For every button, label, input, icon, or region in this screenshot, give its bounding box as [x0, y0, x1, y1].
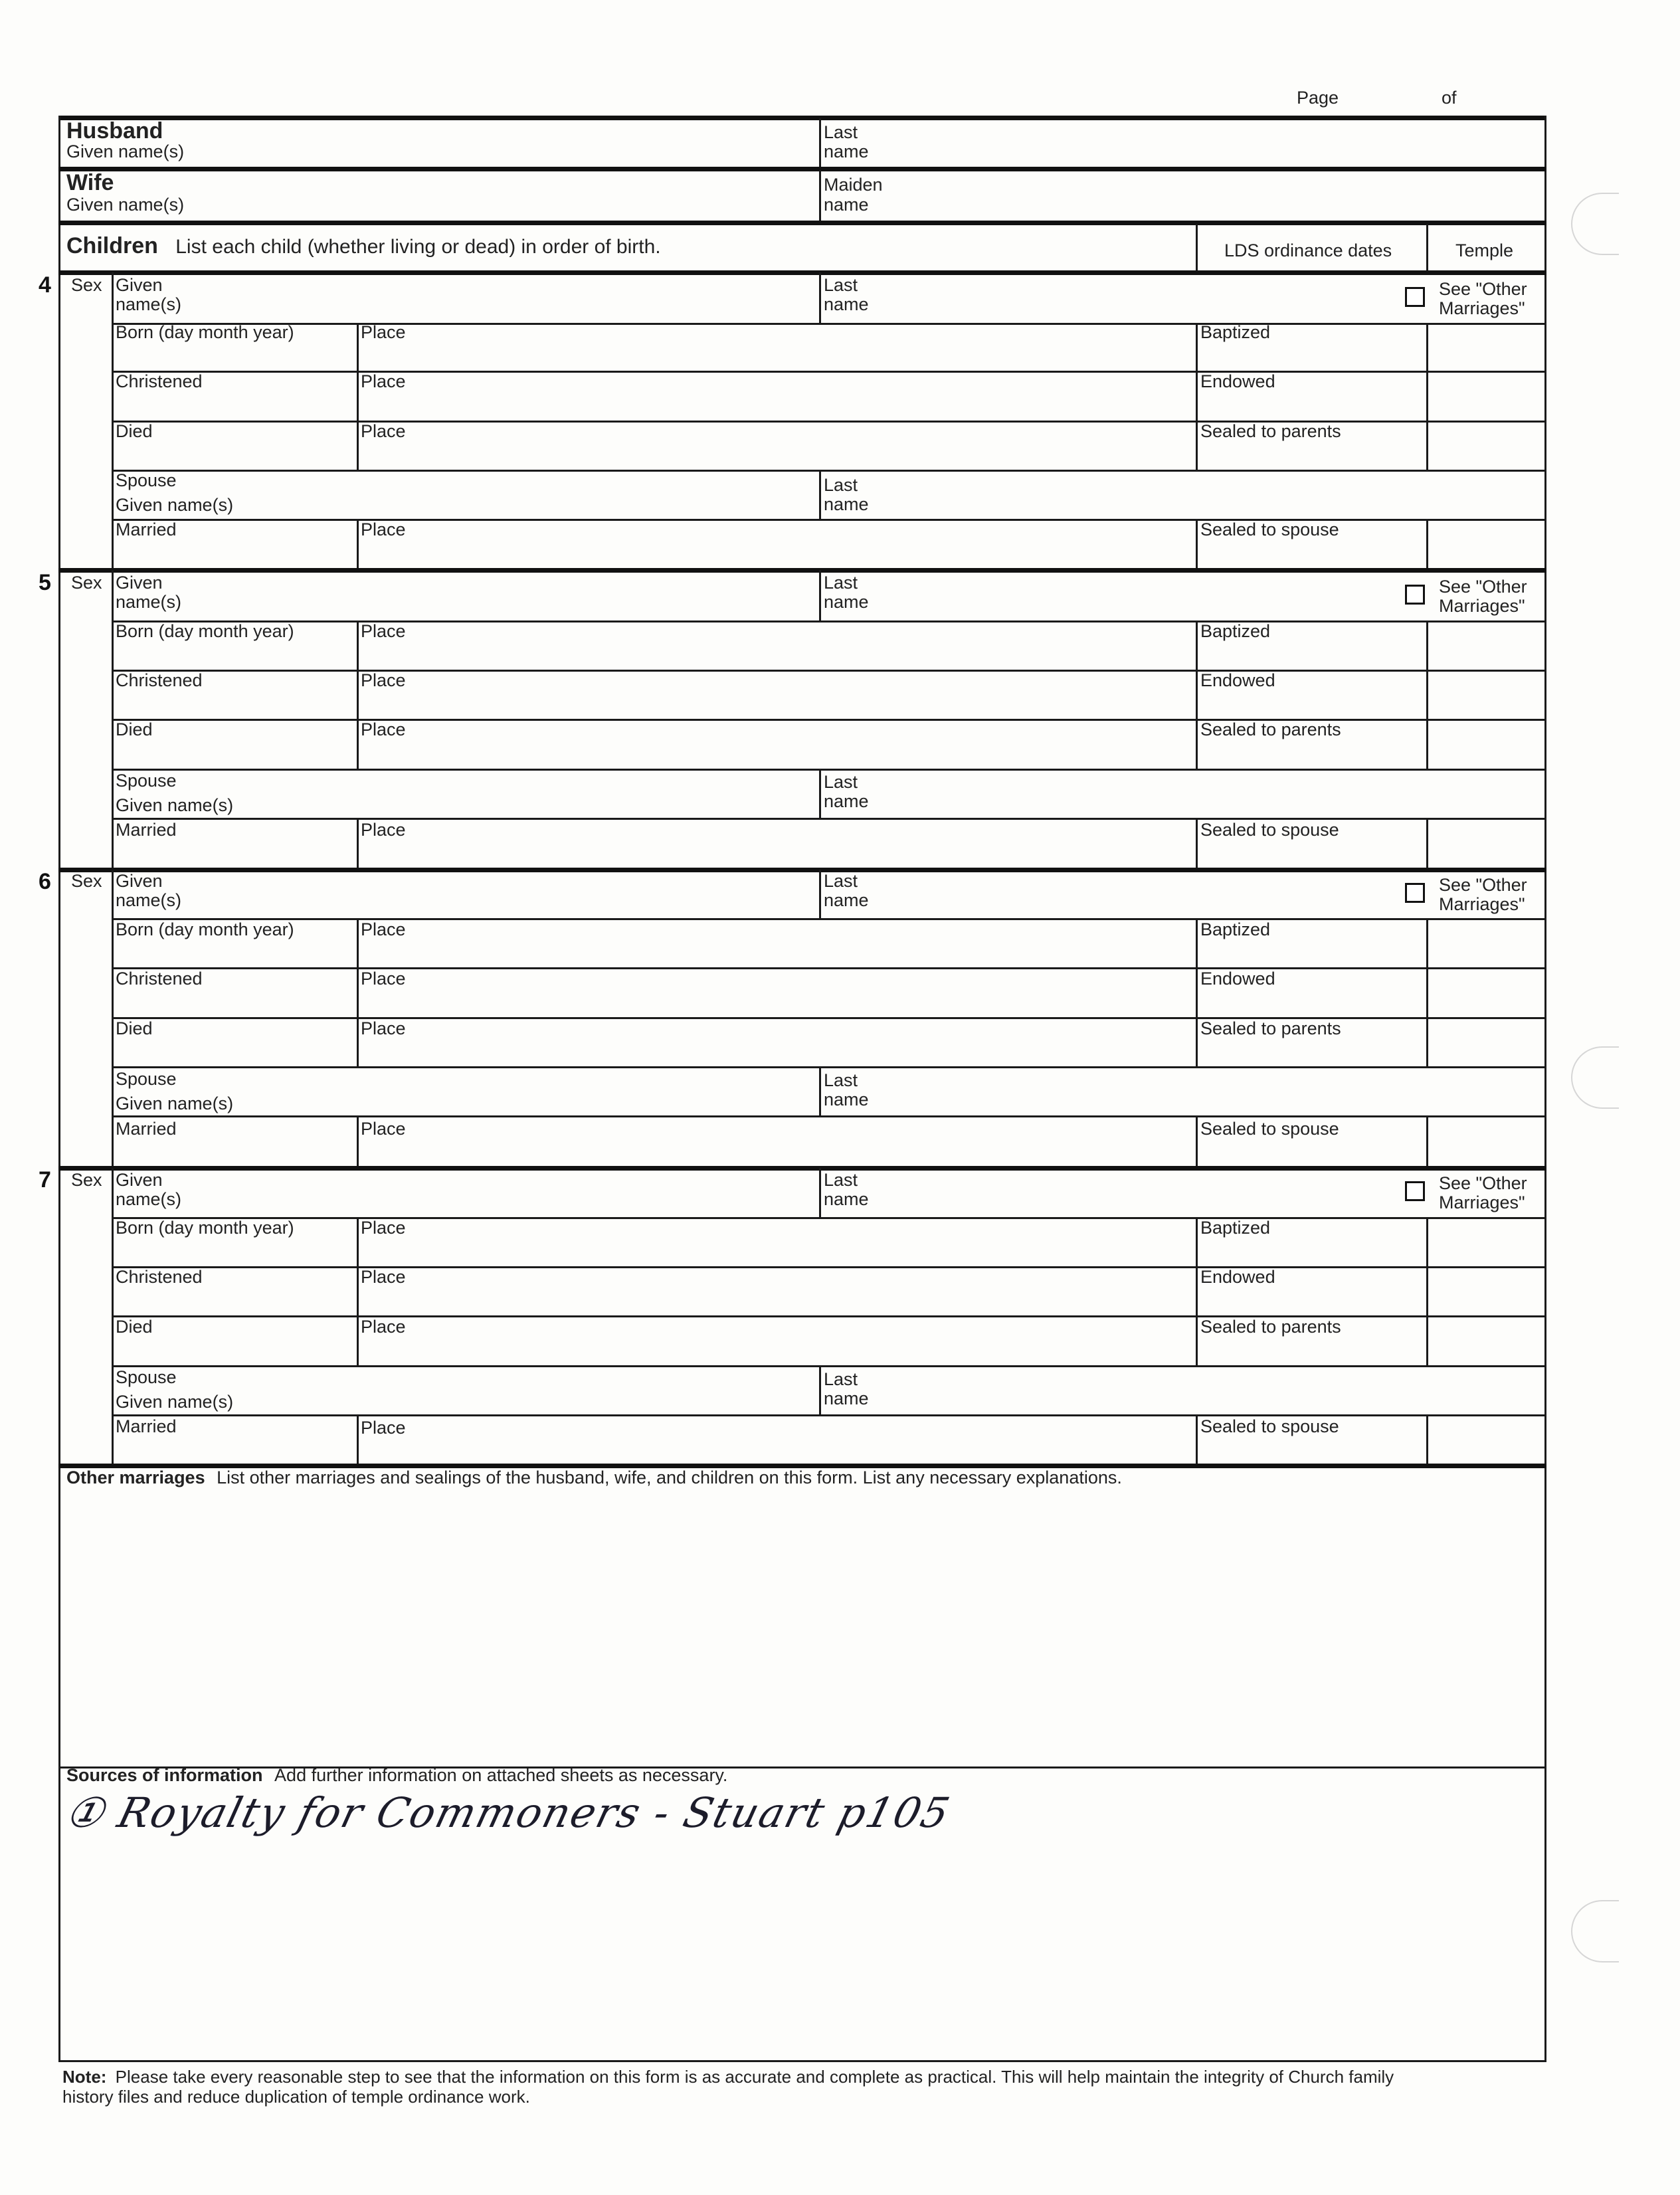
endowed-label: Endowed [1200, 969, 1275, 989]
died-place-label: Place [361, 421, 406, 441]
given-label-2: name(s) [116, 294, 182, 314]
frame-left-border [58, 116, 60, 2062]
given-label-1: Given [116, 1170, 163, 1190]
temple-divider [1426, 323, 1428, 470]
lds-divider [1196, 519, 1198, 568]
see-other-label-1: See "Other [1439, 279, 1527, 299]
given-label-2: name(s) [116, 592, 182, 612]
other-marriages-checkbox[interactable] [1405, 585, 1425, 605]
lds-divider [1196, 1414, 1198, 1464]
place-divider [357, 918, 359, 1066]
child-number: 4 [39, 272, 51, 298]
spouse-label: Spouse [116, 1069, 177, 1089]
last-label-2: name [824, 1189, 869, 1209]
sealed-parents-label: Sealed to parents [1200, 719, 1341, 739]
other-marriages-checkbox[interactable] [1405, 1181, 1425, 1201]
child-number: 7 [39, 1167, 51, 1193]
sex-label: Sex [71, 573, 102, 593]
spouse-given-label: Given name(s) [116, 1392, 234, 1412]
child-top-rule [58, 270, 1546, 275]
christened-place-label: Place [361, 1267, 406, 1287]
place-divider [357, 818, 359, 868]
married-place-label: Place [361, 820, 406, 840]
sealed-parents-label: Sealed to parents [1200, 421, 1341, 441]
temple-divider [1426, 1414, 1428, 1464]
place-divider [357, 1414, 359, 1464]
other-marriages-title: Other marriages [66, 1468, 205, 1487]
born-label: Born (day month year) [116, 322, 294, 342]
baptized-label: Baptized [1200, 621, 1271, 641]
married-place-label: Place [361, 1119, 406, 1139]
name-divider [819, 272, 821, 323]
place-divider [357, 323, 359, 470]
spouse-given-label: Given name(s) [116, 495, 234, 515]
married-place-label: Place [361, 520, 406, 539]
see-other-label-2: Marriages" [1439, 1193, 1525, 1212]
given-label-1: Given [116, 871, 163, 891]
place-divider [357, 519, 359, 568]
sealed-spouse-label: Sealed to spouse [1200, 1416, 1339, 1436]
sources-instruction: Add further information on attached sheets as necessary. [274, 1765, 728, 1785]
see-other-label-2: Marriages" [1439, 596, 1525, 616]
note-line-1 [62, 2067, 1394, 2087]
other-marriages-header [66, 1468, 1122, 1487]
died-label: Died [116, 719, 153, 739]
christened-label: Christened [116, 371, 203, 391]
sources-area[interactable] [61, 1847, 1544, 2058]
row-rule [112, 967, 1546, 969]
born-place-label: Place [361, 322, 406, 342]
died-label: Died [116, 1317, 153, 1337]
lds-divider [1196, 224, 1198, 272]
died-label: Died [116, 421, 153, 441]
row-rule [112, 470, 1546, 472]
given-label-1: Given [116, 573, 163, 593]
spouse-label: Spouse [116, 1367, 177, 1387]
married-label: Married [116, 1416, 177, 1436]
punch-hole-bottom [1571, 1900, 1619, 1962]
lds-divider [1196, 1115, 1198, 1166]
lds-divider [1196, 323, 1198, 470]
spouse-last-label-2: name [824, 1388, 869, 1408]
died-place-label: Place [361, 1018, 406, 1038]
spouse-last-label-1: Last [824, 1070, 858, 1090]
other-marriages-area[interactable] [61, 1491, 1544, 1764]
row-rule [112, 1115, 1546, 1117]
row-rule [112, 670, 1546, 672]
sealed-parents-label: Sealed to parents [1200, 1317, 1341, 1337]
sex-label: Sex [71, 275, 102, 295]
wife-maiden-label-1: Maiden [824, 175, 883, 195]
husband-bottom-rule [58, 167, 1546, 171]
name-divider [819, 1168, 821, 1218]
note-text-line1: Please take every reasonable step to see that the information on this form is as accurate and complete as practical. This will help maintain the integrity of Church family [115, 2067, 1394, 2087]
row-rule [112, 323, 1546, 325]
row-rule [112, 1217, 1546, 1219]
spouse-divider [819, 1365, 821, 1416]
temple-divider [1426, 918, 1428, 1066]
row-rule [112, 1066, 1546, 1068]
christened-place-label: Place [361, 670, 406, 690]
see-other-label-2: Marriages" [1439, 894, 1525, 914]
temple-divider [1426, 224, 1428, 272]
punch-hole-middle [1571, 1046, 1619, 1109]
husband-last-label-1: Last [824, 122, 858, 142]
baptized-label: Baptized [1200, 1218, 1271, 1238]
other-marriages-checkbox[interactable] [1405, 883, 1425, 903]
children-header [66, 235, 661, 258]
wife-bottom-rule [58, 221, 1546, 225]
sealed-spouse-label: Sealed to spouse [1200, 820, 1339, 840]
spouse-last-label-2: name [824, 494, 869, 514]
row-rule [112, 918, 1546, 920]
spouse-label: Spouse [116, 470, 177, 490]
handwritten-source-entry: ① Royalty for Commoners - Stuart p105 [60, 1788, 956, 1837]
temple-divider [1426, 1115, 1428, 1166]
spouse-last-label-1: Last [824, 772, 858, 792]
spouse-last-label-1: Last [824, 1369, 858, 1389]
wife-given-label: Given name(s) [66, 195, 185, 215]
lds-ordinance-dates-label: LDS ordinance dates [1224, 240, 1392, 260]
last-label-1: Last [824, 1170, 858, 1190]
spouse-given-label: Given name(s) [116, 1094, 234, 1113]
sex-label: Sex [71, 1170, 102, 1190]
married-label: Married [116, 1119, 177, 1139]
born-label: Born (day month year) [116, 1218, 294, 1238]
sealed-spouse-label: Sealed to spouse [1200, 1119, 1339, 1139]
punch-hole-top [1571, 193, 1619, 255]
wife-divider [819, 170, 821, 222]
name-divider [819, 870, 821, 920]
last-label-2: name [824, 294, 869, 314]
lds-divider [1196, 918, 1198, 1066]
child-top-rule [58, 1166, 1546, 1171]
spouse-last-label-2: name [824, 791, 869, 811]
temple-divider [1426, 1217, 1428, 1365]
wife-title: Wife [66, 170, 114, 195]
temple-divider [1426, 620, 1428, 769]
row-rule [112, 1365, 1546, 1367]
christened-label: Christened [116, 1267, 203, 1287]
last-label-1: Last [824, 871, 858, 891]
married-label: Married [116, 820, 177, 840]
married-place-label: Place [361, 1418, 406, 1438]
note-label: Note: [62, 2067, 107, 2087]
husband-given-label: Given name(s) [66, 142, 185, 161]
row-rule [112, 620, 1546, 622]
christened-label: Christened [116, 670, 203, 690]
place-divider [357, 620, 359, 769]
endowed-label: Endowed [1200, 1267, 1275, 1287]
husband-title: Husband [66, 118, 163, 143]
see-other-label-1: See "Other [1439, 577, 1527, 597]
row-rule [112, 769, 1546, 771]
sealed-spouse-label: Sealed to spouse [1200, 520, 1339, 539]
last-label-1: Last [824, 573, 858, 593]
christened-label: Christened [116, 969, 203, 989]
spouse-label: Spouse [116, 771, 177, 791]
sealed-parents-label: Sealed to parents [1200, 1018, 1341, 1038]
given-label-2: name(s) [116, 890, 182, 910]
lds-divider [1196, 818, 1198, 868]
see-other-label-1: See "Other [1439, 875, 1527, 895]
baptized-label: Baptized [1200, 919, 1271, 939]
born-place-label: Place [361, 1218, 406, 1238]
temple-divider [1426, 818, 1428, 868]
note-text-line2: history files and reduce duplication of temple ordinance work. [62, 2087, 530, 2107]
row-rule [112, 371, 1546, 373]
see-other-label-2: Marriages" [1439, 298, 1525, 318]
temple-divider [1426, 519, 1428, 568]
given-label-1: Given [116, 275, 163, 295]
child-top-rule [58, 568, 1546, 573]
died-place-label: Place [361, 719, 406, 739]
spouse-given-label: Given name(s) [116, 795, 234, 815]
child-top-rule [58, 868, 1546, 872]
endowed-label: Endowed [1200, 371, 1275, 391]
married-label: Married [116, 520, 177, 539]
baptized-label: Baptized [1200, 322, 1271, 342]
spouse-last-label-1: Last [824, 475, 858, 495]
given-label-2: name(s) [116, 1189, 182, 1209]
children-instruction: List each child (whether living or dead) in order of birth. [175, 236, 661, 258]
frame-bottom-rule [58, 2060, 1546, 2062]
child-number: 6 [39, 869, 51, 894]
sources-header [66, 1766, 727, 1785]
born-label: Born (day month year) [116, 919, 294, 939]
frame-right-border [1544, 116, 1546, 2062]
husband-last-label-2: name [824, 142, 869, 161]
lds-divider [1196, 620, 1198, 769]
christened-place-label: Place [361, 371, 406, 391]
name-divider [819, 570, 821, 621]
other-marriages-checkbox[interactable] [1405, 287, 1425, 307]
endowed-label: Endowed [1200, 670, 1275, 690]
spouse-divider [819, 1066, 821, 1117]
row-rule [112, 1266, 1546, 1268]
last-label-2: name [824, 592, 869, 612]
frame-top-rule [58, 116, 1546, 120]
christened-place-label: Place [361, 969, 406, 989]
children-title: Children [66, 233, 158, 258]
place-divider [357, 1217, 359, 1365]
sources-title: Sources of information [66, 1765, 263, 1785]
last-label-2: name [824, 890, 869, 910]
died-place-label: Place [361, 1317, 406, 1337]
see-other-label-1: See "Other [1439, 1173, 1527, 1193]
died-label: Died [116, 1018, 153, 1038]
other-marriages-instruction: List other marriages and sealings of the husband, wife, and children on this form. List any necessary explanations. [217, 1468, 1122, 1487]
place-divider [357, 1115, 359, 1166]
wife-maiden-label-2: name [824, 195, 869, 215]
born-place-label: Place [361, 919, 406, 939]
born-label: Born (day month year) [116, 621, 294, 641]
spouse-last-label-2: name [824, 1090, 869, 1109]
husband-divider [819, 118, 821, 169]
born-place-label: Place [361, 621, 406, 641]
lds-divider [1196, 1217, 1198, 1365]
temple-label: Temple [1455, 240, 1514, 260]
of-label: of [1442, 88, 1457, 108]
sex-label: Sex [71, 871, 102, 891]
page-label: Page [1297, 88, 1339, 108]
spouse-divider [819, 470, 821, 520]
child-number: 5 [39, 570, 51, 595]
last-label-1: Last [824, 275, 858, 295]
spouse-divider [819, 769, 821, 818]
